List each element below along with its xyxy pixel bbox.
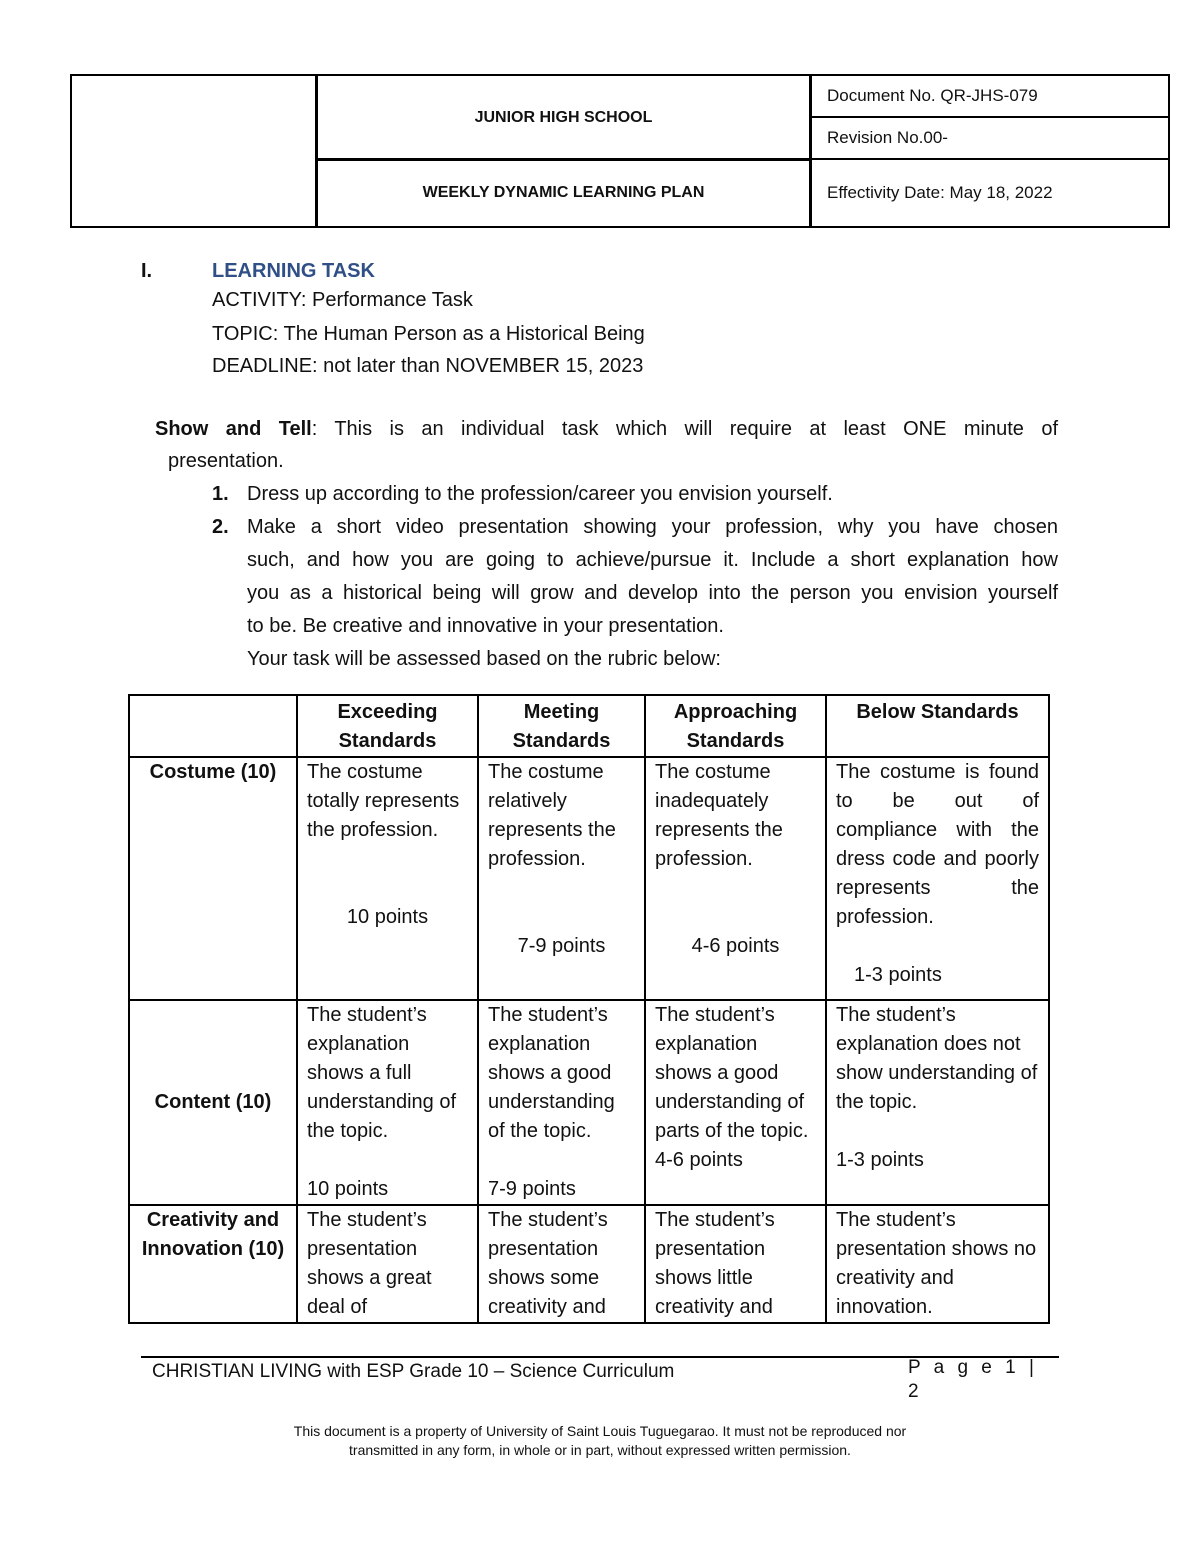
header-plan-cell (315, 158, 812, 228)
rubric-row-costume (129, 757, 1049, 1000)
page-number: P a g e 1 | (908, 1357, 1038, 1378)
effectivity-label: Effectivity Date: (827, 183, 945, 202)
creativity-approaching (645, 1205, 826, 1323)
costume-below (826, 757, 1049, 1000)
rubric-row-creativity (129, 1205, 1049, 1323)
task-intro-text: : This is an individual task which will require at least ONE minute of (311, 418, 1059, 440)
item1-number: 1. (212, 483, 229, 505)
notice-line2: transmitted in any form, in whole or in part, without expressed written permission. (349, 1442, 851, 1458)
task-intro (155, 414, 1058, 444)
document-no-cell (809, 74, 1170, 118)
cell-points: 1-3 points (854, 964, 942, 986)
cell-text: The costume relatively represents the profession. (488, 761, 616, 870)
rubric-header-meeting: Meeting Standards (478, 695, 645, 757)
creativity-exceeding (297, 1205, 478, 1323)
item2-line1: Make a short video presentation showing your profession, why you have chosen (247, 516, 1058, 538)
item2-line2: such, and how you are going to achieve/pursue it. Include a short explanation how (247, 549, 1058, 571)
effectivity-value: May 18, 2022 (949, 183, 1053, 202)
criterion-content: Content (10) (129, 1000, 297, 1205)
notice-line1: This document is a property of University of Saint Louis Tuguegarao. It must not be reproduced nor (293, 1423, 907, 1439)
costume-approaching (645, 757, 826, 1000)
header-school: JUNIOR HIGH SCHOOL (474, 108, 653, 126)
cell-text: The student’s presentation shows no creativity and innovation. (836, 1209, 1037, 1318)
rubric-table (128, 694, 1050, 1324)
item1-text: Dress up according to the profession/career you envision yourself. (247, 483, 833, 505)
cell-text: The student’s explanation shows a full understanding of the topic. (307, 1004, 457, 1142)
cell-points: 4-6 points (655, 1149, 743, 1171)
task-label: Show and Tell (155, 418, 312, 440)
document-no: Document No. QR-JHS-079 (827, 86, 1038, 105)
item2-line3: you as a historical being will grow and develop into the person you envision yourself (247, 582, 1058, 604)
cell-text: The costume totally represents the profession. (307, 761, 460, 841)
cell-points: 4-6 points (691, 935, 780, 957)
costume-exceeding (297, 757, 478, 1000)
section-number: I. (141, 260, 153, 282)
rubric-row-content (129, 1000, 1049, 1205)
cell-text: The costume inadequately represents the profession. (655, 761, 783, 870)
content-meeting (478, 1000, 645, 1205)
criterion-creativity: Creativity and Innovation (10) (129, 1205, 297, 1323)
cell-points: 10 points (346, 906, 429, 928)
footer-title: CHRISTIAN LIVING with ESP Grade 10 – Science Curriculum (152, 1361, 675, 1382)
task-intro-cont: presentation. (168, 450, 284, 472)
content-below (826, 1000, 1049, 1205)
cell-text: The student’s presentation shows a great deal of (307, 1209, 432, 1318)
cell-points: 7-9 points (488, 1178, 576, 1200)
rubric-header-row (129, 695, 1049, 757)
item2-number: 2. (212, 516, 229, 538)
rubric-header-below: Below Standards (826, 695, 1049, 757)
copyright-notice (100, 1422, 1100, 1460)
cell-text: The costume is found to be out of compliance with the dress code and poorly represents the profession. (836, 761, 1039, 928)
criterion-costume: Costume (10) (129, 757, 297, 1000)
cell-text: The student’s explanation shows a good understanding of the topic. (488, 1004, 615, 1142)
cell-points: 7-9 points (517, 935, 606, 957)
cell-text: The student’s presentation shows some creativity and (488, 1209, 608, 1318)
revision-no: Revision No.00- (827, 128, 948, 147)
rubric-header-exceeding: Exceeding Standards (297, 695, 478, 757)
header-plan: WEEKLY DYNAMIC LEARNING PLAN (422, 184, 705, 201)
cell-text: The student’s presentation shows little creativity and (655, 1209, 775, 1318)
creativity-below (826, 1205, 1049, 1323)
revision-no-cell (809, 116, 1170, 160)
rubric-header-approaching: Approaching Standards (645, 695, 826, 757)
cell-text: The student’s explanation shows a good understanding of parts of the topic. (655, 1004, 809, 1142)
header-logo-cell (70, 74, 318, 228)
activity-line: ACTIVITY: Performance Task (212, 289, 473, 311)
cell-points: 10 points (307, 1178, 389, 1200)
cell-points: 1-3 points (836, 1149, 924, 1171)
costume-meeting (478, 757, 645, 1000)
topic-line: TOPIC: The Human Person as a Historical Being (212, 323, 645, 345)
creativity-meeting (478, 1205, 645, 1323)
assessment-line: Your task will be assessed based on the rubric below: (247, 648, 721, 670)
item2-line4: to be. Be creative and innovative in your presentation. (247, 615, 724, 637)
content-approaching (645, 1000, 826, 1205)
rubric-header-corner (129, 695, 297, 757)
effectivity-cell (809, 158, 1170, 228)
page-total: 2 (908, 1381, 923, 1402)
deadline-line: DEADLINE: not later than NOVEMBER 15, 2023 (212, 355, 644, 377)
section-title: LEARNING TASK (212, 260, 375, 282)
content-exceeding (297, 1000, 478, 1205)
cell-text: The student’s explanation does not show understanding of the topic. (836, 1004, 1038, 1113)
header-school-cell (315, 74, 812, 161)
